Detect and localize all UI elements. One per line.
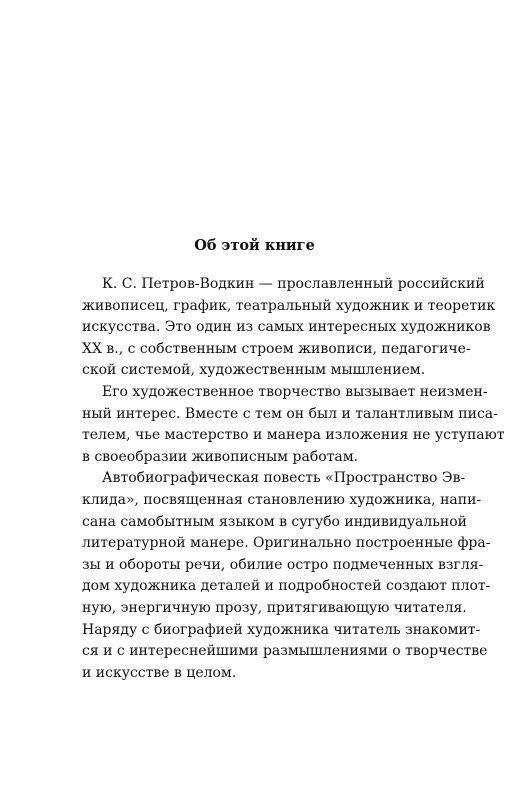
- text-line: XX в., с собственным строем живописи, педагогиче-: [82, 340, 471, 357]
- text-line: ный интерес. Вместе с тем он был и талантливым писа-: [82, 405, 498, 422]
- paragraph-2: [82, 382, 505, 468]
- text-line: телем, чье мастерство и манера изложения не уступают: [82, 427, 505, 444]
- text-line: ную, энергичную прозу, притягивающую читателя.: [82, 599, 467, 616]
- text-line: искусства. Это один из самых интересных художников: [82, 319, 491, 336]
- text-line: живописец, график, театральный художник и теоретик: [82, 297, 496, 314]
- text-line: в своеобразии живописным работам.: [82, 448, 359, 465]
- text-line: Наряду с биографией художника читатель знакомит-: [82, 621, 481, 638]
- page-title: Об этой книге: [194, 237, 315, 254]
- paragraph-3: [82, 468, 491, 684]
- annotation-text: [82, 274, 505, 684]
- text-line: зы и обороты речи, обилие остро подмеченных взгля-: [82, 556, 484, 573]
- paragraph-1: [82, 274, 496, 382]
- text-line: ся и с интереснейшими размышлениями о творчестве: [82, 643, 488, 660]
- text-line: К. С. Петров-Водкин — прославленный российский: [102, 276, 485, 292]
- annotation-block: [82, 236, 505, 684]
- text-line: литературной манере. Оригинально построенные фра-: [82, 535, 491, 552]
- text-line: дом художника деталей и подробностей создают плот-: [82, 578, 491, 595]
- text-line: Его художественное творчество вызывает неизмен-: [102, 383, 488, 400]
- text-line: Автобиографическая повесть «Пространство Эв-: [102, 470, 466, 487]
- text-line: сана самобытным языком в сугубо индивидуальной: [82, 513, 468, 530]
- text-line: ской системой, художественным мышлением.: [82, 362, 426, 379]
- text-line: клида», посвященная становлению художника, напи-: [82, 491, 482, 508]
- text-line: и искусстве в целом.: [82, 664, 237, 681]
